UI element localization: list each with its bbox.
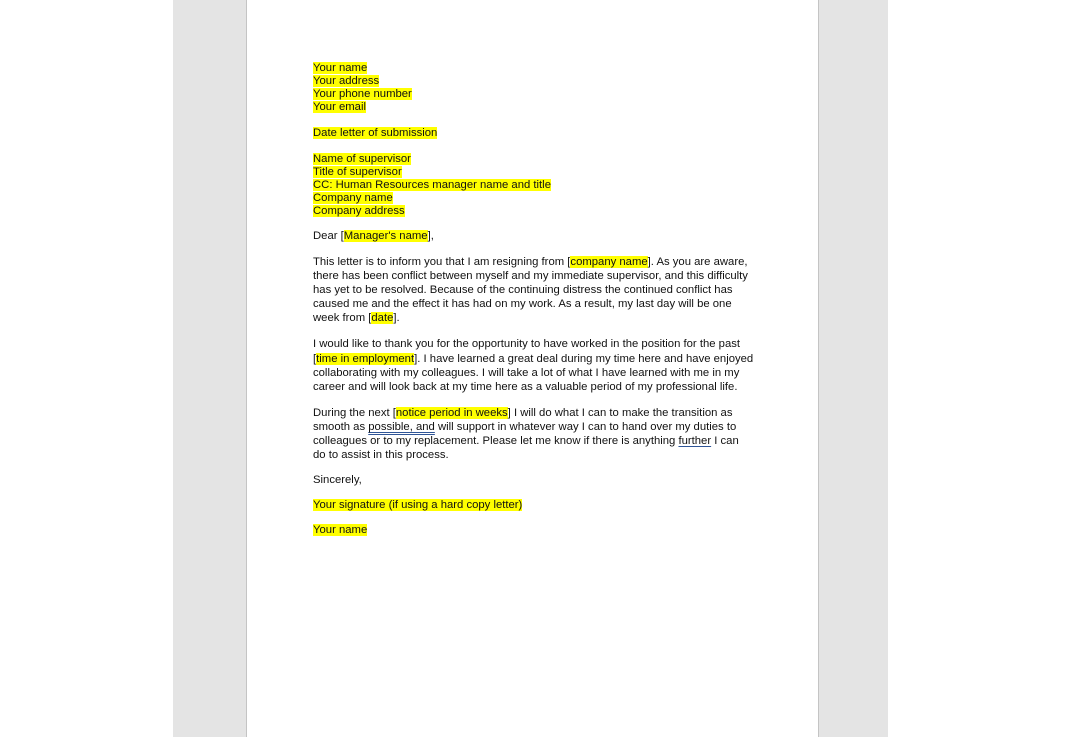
salutation: Dear [Manager's name], — [313, 230, 434, 242]
recipient-block — [313, 153, 759, 218]
sender-name: Your name — [313, 62, 368, 74]
grammar-flag-possible-and[interactable]: possible, and — [368, 420, 435, 433]
letter-date: Date letter of submission — [313, 127, 438, 139]
sender-email: Your email — [313, 101, 366, 113]
grammar-flag-further[interactable]: further — [678, 435, 712, 448]
company-name: Company name — [313, 192, 393, 204]
manager-name-placeholder: Manager's name — [343, 230, 428, 242]
letter-body[interactable] — [313, 62, 759, 537]
signature-placeholder: Your signature (if using a hard copy letter) — [313, 499, 523, 512]
supervisor-title: Title of supervisor — [313, 166, 402, 178]
signoff-name: Your name — [313, 524, 368, 537]
document-workspace — [173, 0, 888, 737]
document-page[interactable] — [246, 0, 819, 737]
sender-block — [313, 62, 759, 114]
date-placeholder: date — [371, 312, 394, 325]
company-address: Company address — [313, 205, 405, 217]
supervisor-name: Name of supervisor — [313, 153, 411, 165]
notice-period-placeholder: notice period in weeks — [395, 406, 508, 419]
paragraph-transition: During the next [notice period in weeks] I will do what I can to make the transition as smooth as possible, and will support in whatever way I can to hand over my duties to colleagues or to my replacement. Please let me know if there is anything further I can do to assist in this process. — [313, 406, 739, 462]
paragraph-resignation: This letter is to inform you that I am resigning from [company name]. As you are aware, there has been conflict between myself and my immediate supervisor, and this difficulty has yet to be resolved. Because of the continuing distress the continued conflict has caused me and the effect it has had on my work. As a result, my last day will be one week from [date]. — [313, 256, 748, 325]
cc-line: CC: Human Resources manager name and title — [313, 179, 551, 191]
sender-address: Your address — [313, 75, 380, 87]
company-name-placeholder: company name — [570, 256, 648, 268]
sender-phone: Your phone number — [313, 88, 412, 100]
employment-time-placeholder: time in employment — [316, 352, 415, 365]
closing: Sincerely, — [313, 474, 362, 487]
paragraph-thanks: I would like to thank you for the opportunity to have worked in the position for the past [time in employment]. I have learned a great deal during my time here and have enjoyed collaborating with my colleagues. I will take a lot of what I have learned with me in my career and will look back at my time here as a valuable period of my professional life. — [313, 338, 754, 393]
